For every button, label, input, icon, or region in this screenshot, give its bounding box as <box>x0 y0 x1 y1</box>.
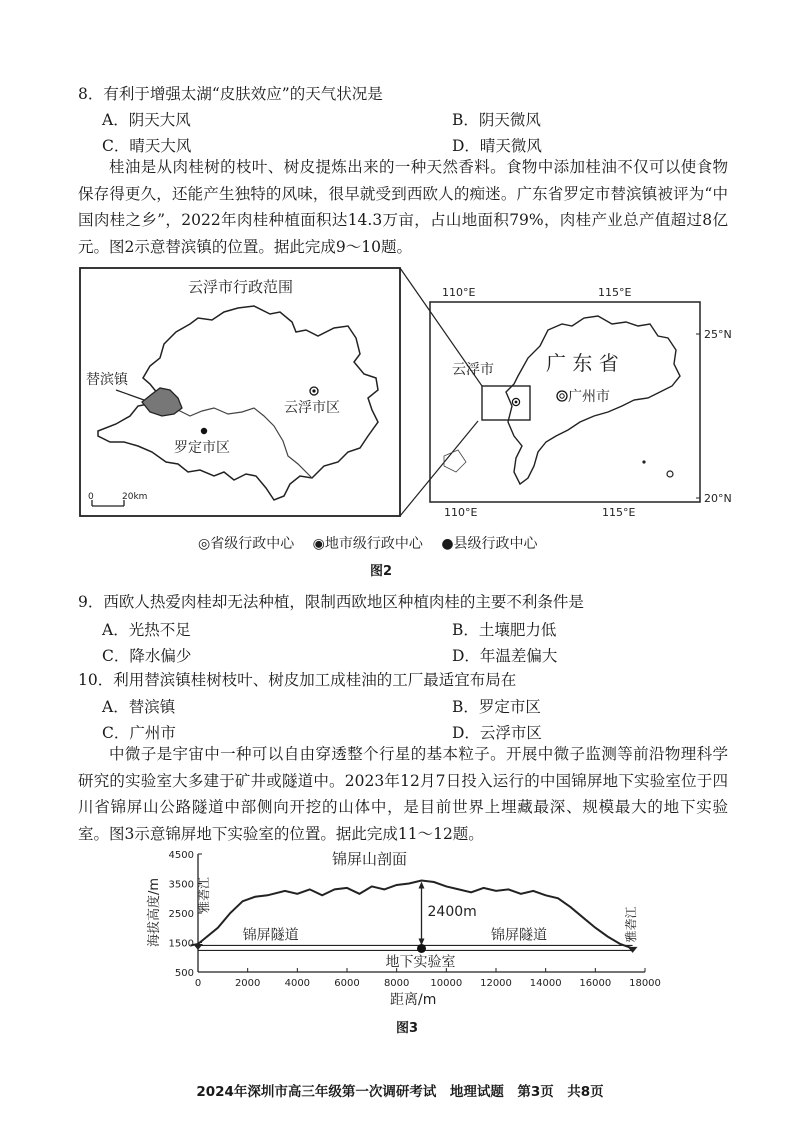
x-tick-label: 10000 <box>430 978 463 989</box>
x-tick-label: 2000 <box>234 978 261 989</box>
x-tick-label: 16000 <box>579 978 612 989</box>
luoding-label: 罗定市区 <box>174 440 230 456</box>
luoding-marker <box>201 428 207 434</box>
river-left-label: 雅砻江 <box>196 876 211 913</box>
tibin-label: 替滨镇 <box>86 372 128 388</box>
q9-option-b[interactable]: B．土壤肥力低 <box>452 621 557 639</box>
figure2-caption: 图2 <box>370 564 393 579</box>
province-label: 广 东 省 <box>546 351 619 375</box>
q8-option-a[interactable]: A．阴天大风 <box>102 111 191 129</box>
lon110-top: 110°E <box>442 286 476 299</box>
q9-option-a[interactable]: A．光热不足 <box>102 621 191 639</box>
tibin-region <box>142 388 182 416</box>
lat25: 25°N <box>704 328 732 341</box>
x-tick-label: 6000 <box>334 978 360 989</box>
lon115-top: 115°E <box>598 286 632 299</box>
lon115-bottom: 115°E <box>602 506 636 519</box>
y-tick-label: 1500 <box>168 938 194 950</box>
figure2-map <box>78 266 732 528</box>
legend-prefecture: ◉地市级行政中心 <box>312 536 423 552</box>
depth-arrow-head-top <box>419 882 425 889</box>
q10-stem: 10．利用替滨镇桂树枝叶、树皮加工成桂油的工厂最适宜布局在 <box>78 671 517 689</box>
lat20: 20°N <box>704 492 732 505</box>
river-left-mark <box>193 944 203 950</box>
left-map-frame <box>80 268 400 516</box>
tibin-leader-line <box>116 390 144 400</box>
page-footer: 2024年深圳市高三年级第一次调研考试 地理试题 第3页 共8页 <box>196 1084 604 1100</box>
legend-county: ●县级行政中心 <box>441 536 538 552</box>
tunnel-label-right: 锦屏隧道 <box>491 927 548 944</box>
y-tick-label: 4500 <box>168 850 194 861</box>
lab-label: 地下实验室 <box>385 954 456 971</box>
y-tick-label: 3500 <box>168 879 194 891</box>
yunfu-district-label: 云浮市区 <box>284 400 340 416</box>
x-tick-label: 0 <box>194 978 202 989</box>
figure3-chart <box>130 842 670 1012</box>
legend-provincial: ◎省级行政中心 <box>198 536 295 552</box>
q10-option-b[interactable]: B．罗定市区 <box>452 698 541 716</box>
x-tick-label: 4000 <box>284 978 311 989</box>
q9-option-d[interactable]: D．年温差偏大 <box>452 647 558 665</box>
x-tick-label: 14000 <box>529 978 562 989</box>
x-tick-label: 8000 <box>383 978 410 989</box>
right-map-frame <box>430 302 700 502</box>
q10-option-c[interactable]: C．广州市 <box>102 724 176 742</box>
q8-option-d[interactable]: D．晴天微风 <box>452 137 542 155</box>
x-tick-label: 12000 <box>480 978 512 989</box>
q9-stem: 9．西欧人热爱肉桂却无法种植，限制西欧地区种植肉桂的主要不利条件是 <box>78 593 584 611</box>
q8-stem: 8．有利于增强太湖“皮肤效应”的天气状况是 <box>78 85 383 103</box>
chart-xlabel: 距离/m <box>390 992 437 1008</box>
guangzhou-label: 广州市 <box>568 389 610 405</box>
lab-point <box>417 944 426 953</box>
chart-ylabel: 海拔高度/m <box>147 877 162 947</box>
lon110-bottom: 110°E <box>444 506 478 519</box>
scale-zero: 0 <box>88 492 94 502</box>
passage-neutrino: 中微子是宇宙中一种可以自由穿透整个行星的基本粒子。开展中微子监测等前沿物理科学研究的实验室大多建于矿井或隧道中。2023年12月7日投入运行的中国锦屏地下实验室位于四川省锦屏山公路隧道中部侧向开挖的山体中，是目前世界上埋藏最深、规模最大的地下实验室。图3示意锦屏地下实验室的位置。据此完成11～12题。 <box>78 745 728 843</box>
y-tick-label: 2500 <box>168 909 194 920</box>
left-map-title: 云浮市行政范围 <box>188 278 294 296</box>
x-tick-label: 18000 <box>629 978 661 989</box>
q8-option-b[interactable]: B．阴天微风 <box>452 111 541 129</box>
river-right-label: 雅砻江 <box>624 906 639 943</box>
guangzhou-marker <box>557 391 567 401</box>
scale-km: 20km <box>122 492 148 502</box>
passage-cinnamon: 桂油是从肉桂树的枝叶、树皮提炼出来的一种天然香料。食物中添加桂油不仅可以使食物保存得更久，还能产生独特的风味，很早就受到西欧人的痴迷。广东省罗定市替滨镇被评为“中国肉桂之乡”，2022年肉桂种植面积达14.3万亩，占山地面积79%，肉桂产业总产值超过8亿元。图2示意替滨镇的位置。据此完成9～10题。 <box>78 158 728 256</box>
chart-title: 锦屏山剖面 <box>332 850 408 868</box>
q9-option-c[interactable]: C．降水偏少 <box>102 647 192 665</box>
yunfu-city-label: 云浮市 <box>452 362 494 378</box>
y-tick-label: 500 <box>174 968 194 979</box>
depth-label: 2400m <box>427 903 477 920</box>
q10-option-d[interactable]: D．云浮市区 <box>452 724 542 742</box>
tunnel-label-left: 锦屏隧道 <box>242 927 299 944</box>
figure3-caption: 图3 <box>396 1021 419 1036</box>
q8-option-c[interactable]: C．晴天大风 <box>102 137 192 155</box>
q10-option-a[interactable]: A．替滨镇 <box>102 698 176 716</box>
figure2-legend <box>198 533 552 553</box>
